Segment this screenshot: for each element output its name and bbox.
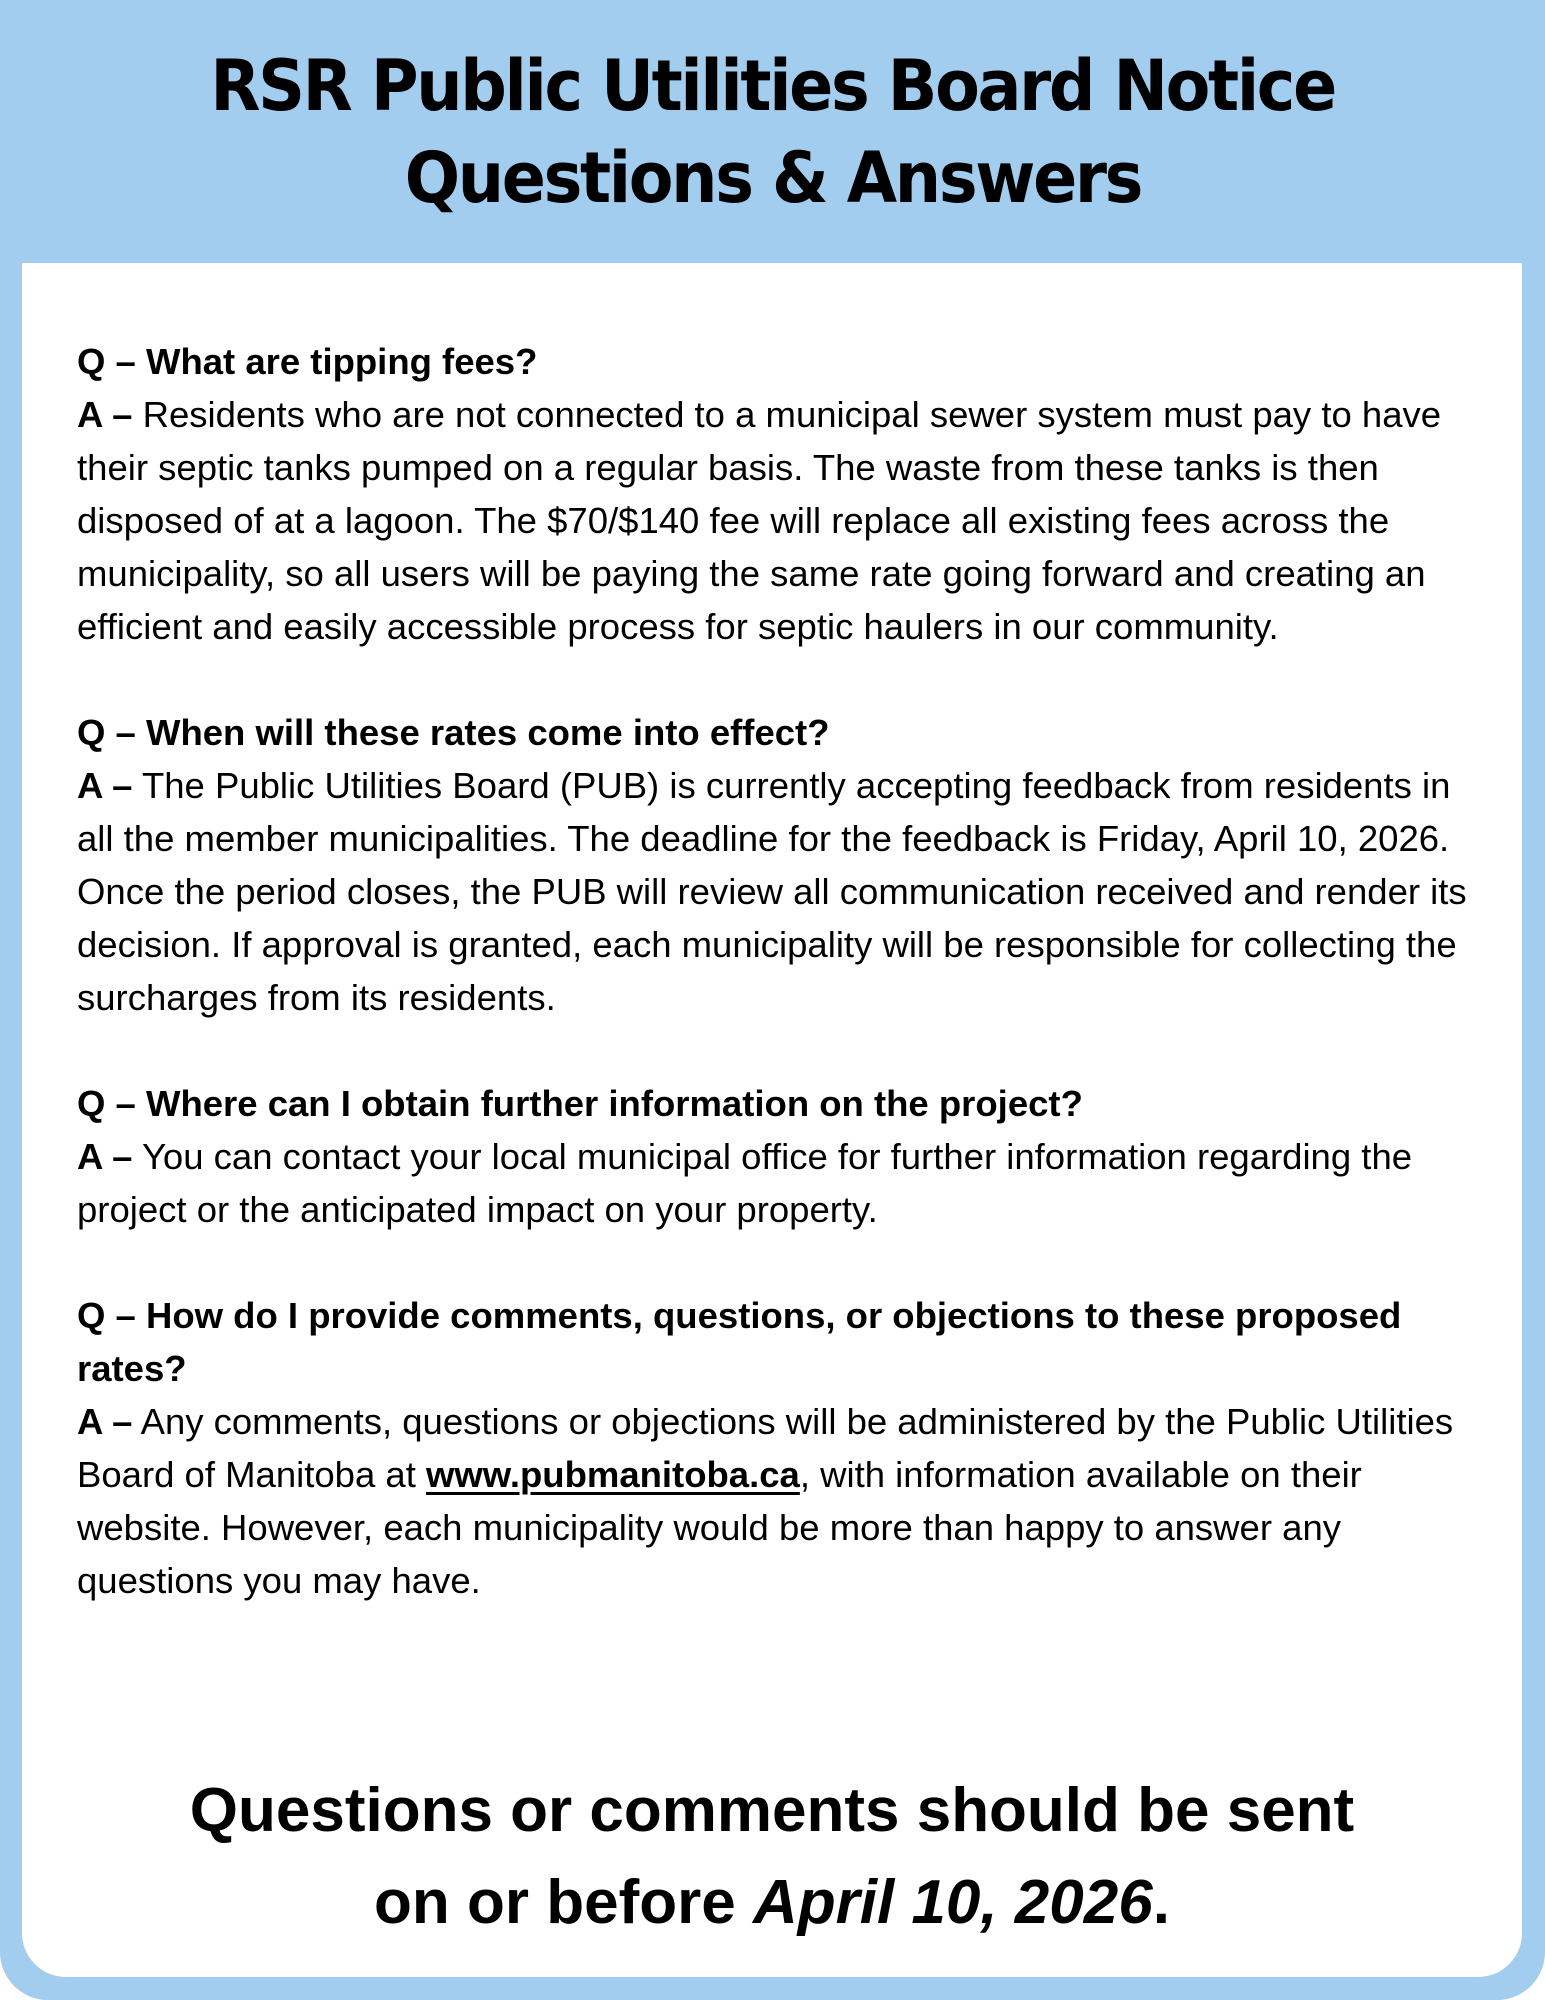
- answer-prefix: A –: [77, 394, 133, 435]
- question: [77, 335, 1477, 388]
- question-prefix: Q –: [77, 341, 136, 382]
- answer-prefix: A –: [77, 765, 133, 806]
- deadline-period: .: [1152, 1868, 1170, 1937]
- question: [77, 1289, 1477, 1395]
- answer: [77, 1130, 1477, 1236]
- answer-prefix: A –: [77, 1401, 133, 1442]
- notice-subtitle: Questions & Answers: [404, 136, 1141, 219]
- notice-header: [0, 0, 1545, 263]
- question-text: How do I provide comments, questions, or objections to these proposed rates?: [77, 1295, 1402, 1389]
- deadline-date: April 10, 2026: [752, 1868, 1153, 1937]
- answer-text-continued: , with information available on their website. However, each municipality would be more than happy to answer any questions you may have.: [77, 1454, 1362, 1601]
- deadline-line1: Questions or comments should be sent: [189, 1776, 1355, 1845]
- answer-text: Residents who are not connected to a municipal sewer system must pay to have their septic tanks pumped on a regular basis. The waste from these tanks is then disposed of at a lagoon. The $70/$140 fee will replace all existing fees across the municipality, so all users will be paying the same rate going forward and creating an efficient and easily accessible process for septic haulers in our community.: [77, 394, 1442, 647]
- answer-text: Any comments, questions or objections will be administered by the Public Utilities Board of Manitoba at: [77, 1401, 1454, 1495]
- qa-item: [77, 706, 1477, 1024]
- question-text: What are tipping fees?: [146, 341, 538, 382]
- question: [77, 706, 1477, 759]
- question-prefix: Q –: [77, 1295, 136, 1336]
- notice-title: RSR Public Utilities Board Notice: [210, 44, 1335, 127]
- qa-item: [77, 1289, 1477, 1607]
- qa-item: [77, 1077, 1477, 1236]
- question: [77, 1077, 1477, 1130]
- answer: [77, 388, 1477, 653]
- question-text: When will these rates come into effect?: [146, 712, 830, 753]
- deadline-line2: [22, 1857, 1522, 1949]
- qa-item: [77, 335, 1477, 653]
- deadline-prefix: on or before: [374, 1868, 736, 1937]
- qa-list: [77, 335, 1477, 1660]
- question-prefix: Q –: [77, 1083, 136, 1124]
- answer-text: You can contact your local municipal office for further information regarding the project or the anticipated impact on your property.: [77, 1136, 1413, 1230]
- pub-website-link[interactable]: www.pubmanitoba.ca: [426, 1454, 800, 1495]
- answer-text: The Public Utilities Board (PUB) is currently accepting feedback from residents in all the member municipalities. The deadline for the feedback is Friday, April 10, 2026. Once the period closes, the PUB will review all communication received and render its decision. If approval is granted, each municipality will be responsible for collecting the surcharges from its residents.: [77, 765, 1467, 1018]
- answer: [77, 1395, 1477, 1607]
- deadline-notice: [22, 1765, 1522, 1949]
- question-text: Where can I obtain further information on the project?: [146, 1083, 1083, 1124]
- answer-prefix: A –: [77, 1136, 133, 1177]
- answer: [77, 759, 1477, 1024]
- question-prefix: Q –: [77, 712, 136, 753]
